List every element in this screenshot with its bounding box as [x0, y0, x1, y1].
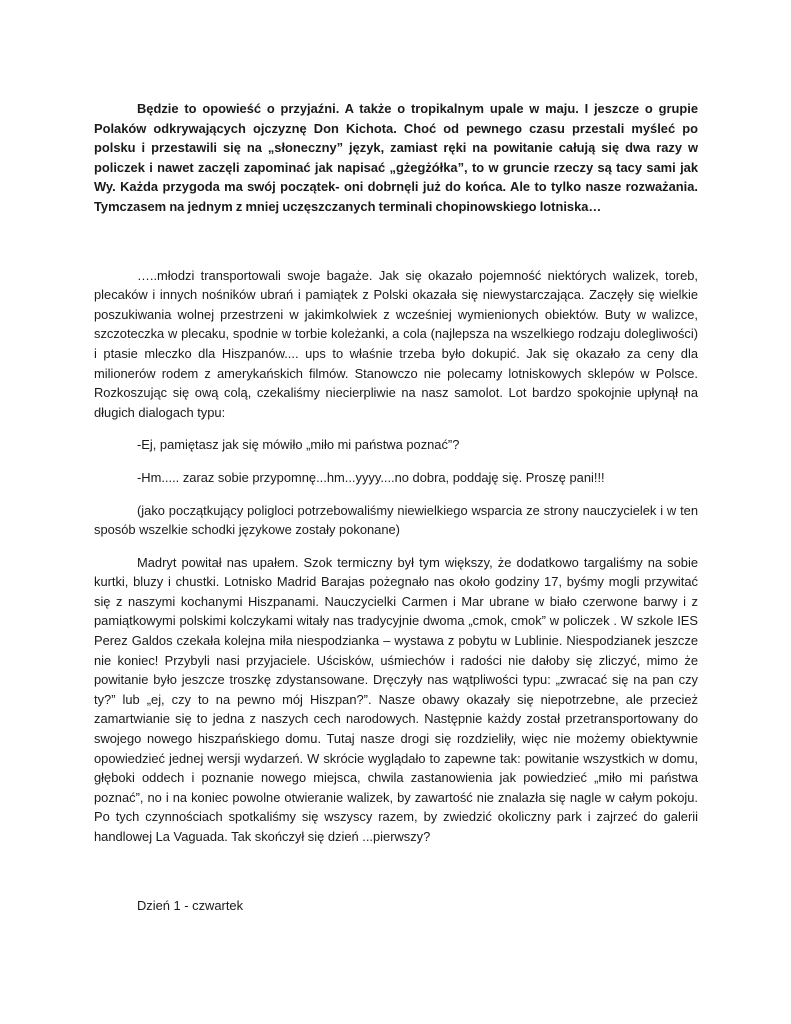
paragraph-polyglots: (jako początkujący poligloci potrzebowaliśmy niewielkiego wsparcia ze strony nauczycielek i w ten sposób wszelkie schodki językowe zostały pokonane) — [94, 502, 698, 538]
dialog-line-2: -Hm..... zaraz sobie przypomnę...hm...yyyy....no dobra, poddaję się. Proszę pani!!! — [137, 469, 605, 485]
day-heading: Dzień 1 - czwartek — [137, 897, 244, 913]
dialog-line-1: -Ej, pamiętasz jak się mówiło „miło mi państwa poznać”? — [137, 437, 460, 453]
paragraph-airport: …..młodzi transportowali swoje bagaże. Jak się okazało pojemność niektórych walizek, toreb, plecaków i innych nośników ubrań i pamiątek z Polski okazała się niewystarczająca. Zaczęły się wielkie poszukiwania wolnej przestrzeni w jakimkolwiek z wcześniej wymienionych obiektów. Buty w walizce, szczoteczka w plecaku, spodnie w torbie koleżanki, a cola (najlepsza na wszelkiego rodzaju dolegliwości) i ptasie mleczko dla Hiszpanów.... ups to właśnie trzeba było dokupić. Jak się okazało za ceny dla milionerów rodem z amerykańskich filmów. Stanowczo nie polecamy lotniskowych sklepów w Polsce. Rozkoszując się ową colą, czekaliśmy niecierpliwie na nasz samolot. Lot bardzo spokojnie upłynął na długich dialogach typu: — [94, 267, 698, 420]
intro-paragraph: Będzie to opowieść o przyjaźni. A także o tropikalnym upale w maju. I jeszcze o grupie Polaków odkrywających ojczyznę Don Kichota. Choć od pewnego czasu przestali myśleć po polsku i przestawili się na „słoneczny” język, zamiast ręki na powitanie całują się dwa razy w policzek i nawet zaczęli zapominać jak napisać „gżegżółka”, to w gruncie rzeczy są tacy sami jak Wy. Każda przygoda ma swój początek- oni dobrnęli już do końca. Ale to tylko nasze rozważania. Tymczasem na jednym z mniej uczęszczanych terminali chopinowskiego lotniska… — [94, 101, 698, 214]
document-body — [94, 99, 698, 915]
paragraph-madrid: Madryt powitał nas upałem. Szok termiczny był tym większy, że dodatkowo targaliśmy na sobie kurtki, bluzy i chustki. Lotnisko Madrid Barajas pożegnało nas około godziny 17, byśmy mogli przywitać się z naszymi kochanymi Hiszpanami. Nauczycielki Carmen i Mar ubrane w biało czerwone barwy i z pamiątkowymi polskimi kolczykami witały nas tradycyjnie dwoma „cmok, cmok” w policzek . W szkole IES Perez Galdos czekała kolejna miła niespodzianka – wystawa z pobytu w Lublinie. Niespodzianek jeszcze nie koniec! Przybyli nasi przyjaciele. Uścisków, uśmiechów i radości nie dałoby się zliczyć, mimo że powitanie było jeszcze troszkę zdystansowane. Dręczyły nas wątpliwości typu: „zwracać się na pan czy ty?” lub „ej, czy to na pewno mój Hiszpan?”. Nasze obawy okazały się niepotrzebne, ale przecież zamartwianie się to jedna z naszych cech narodowych. Następnie każdy został przetransportowany do swojego nowego hiszpańskiego domu. Tutaj nasze drogi się rozdzieliły, więc nie możemy obiektywnie opowiedzieć jednej wersji wydarzeń. W skrócie wyglądało to zapewne tak: powitanie wszystkich w domu, głęboki oddech i poznanie nowego miejsca, chwila zastanowienia jak powiedzieć „miło mi państwa poznać”, no i na koniec powolne otwieranie walizek, by zawartość nie znalazła się nagle w całym pokoju. Po tych czynnościach spotkaliśmy się wszyscy razem, by zwiedzić okoliczny park i zajrzeć do galerii handlowej La Vaguada. Tak skończył się dzień ...pierwszy? — [94, 554, 698, 844]
